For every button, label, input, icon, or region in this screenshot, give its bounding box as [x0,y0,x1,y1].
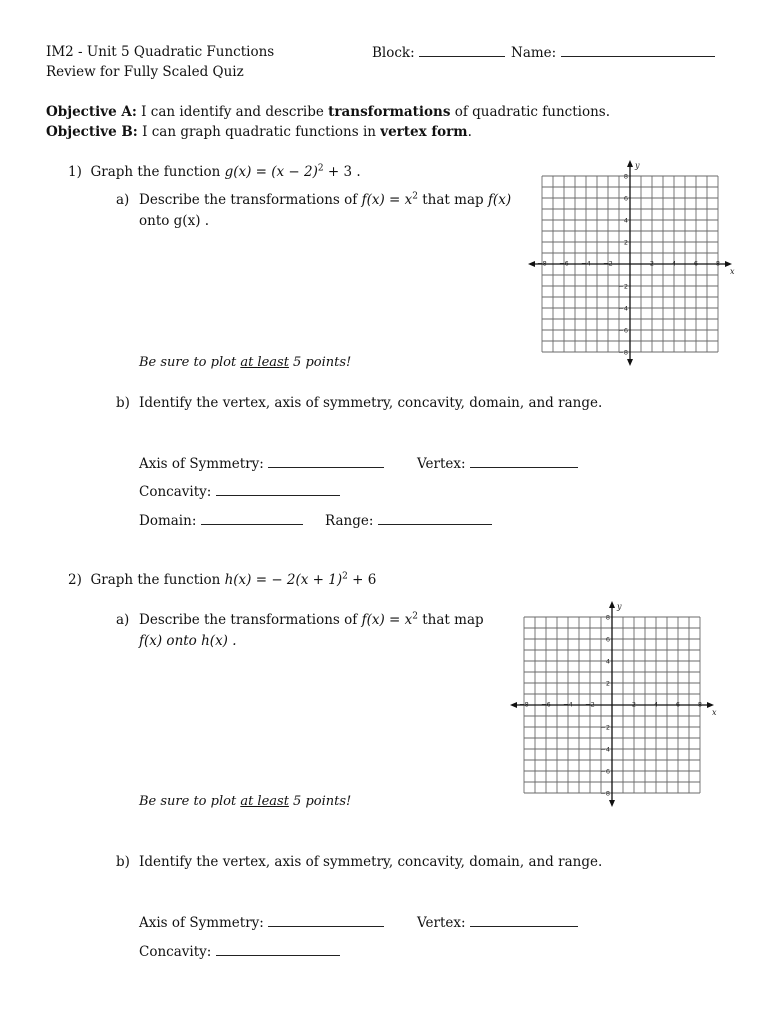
y-axis-arrow-up [609,601,615,608]
name-blank[interactable] [561,44,715,57]
part-a-f-exp: 2 [412,611,418,622]
objective-b-pre: I can graph quadratic functions in [142,124,381,140]
y-tick-label: −4 [618,304,628,313]
y-tick-label: 6 [605,635,610,644]
part-b-letter: b) [116,854,130,870]
objective-a-pre: I can identify and describe [141,104,329,120]
x-tick-label: −6 [541,700,551,709]
part-a-line2: f(x) onto h(x) . [139,633,237,649]
name-label: Name: [511,45,557,61]
part-a-post: that map [417,192,488,208]
concavity-field [139,483,340,500]
part-a-line2: onto g(x) . [139,213,210,229]
problem-2-statement [68,572,376,588]
x-tick-label: 4 [671,259,677,268]
y-axis-label: y [617,602,622,611]
problem-function-exp: 2 [317,163,324,174]
plot-note [139,794,351,809]
problem-function-exp: 2 [342,571,348,582]
objective-a-bold: transformations [328,104,451,120]
y-tick-label: 4 [605,657,610,666]
course-title: IM2 - Unit 5 Quadratic Functions [46,44,275,60]
concavity-label: Concavity: [139,484,212,500]
part-a-letter: a) [116,612,130,628]
concavity-field [139,943,340,960]
domain-blank[interactable] [201,512,303,525]
x-tick-label: −2 [603,259,613,268]
problem-intro: Graph the function [90,164,225,180]
y-tick-label: 2 [605,679,610,688]
objective-b-label: Objective B: [46,124,138,140]
x-tick-label: 8 [715,259,721,268]
part-b-text: Identify the vertex, axis of symmetry, concavity, domain, and range. [139,854,603,870]
x-axis-label: x [712,708,717,717]
y-tick-label: −2 [600,723,610,732]
plot-note-post: 5 points! [288,355,352,370]
problem-number: 2) [68,572,82,588]
plot-note-pre: Be sure to plot [139,355,241,370]
problem-function: g(x) = (x − 2) [224,164,318,180]
part-a-pre: Describe the transformations of [139,192,362,208]
objective-a [46,104,610,120]
x-tick-label: 2 [631,700,637,709]
x-tick-label: 6 [675,700,681,709]
name-field [511,44,715,61]
range-label: Range: [325,513,374,529]
x-tick-label: −8 [519,700,529,709]
part-a-post: that map [417,612,484,628]
objective-b [46,124,472,140]
vertex-blank[interactable] [470,914,578,927]
subtitle: Review for Fully Scaled Quiz [46,64,244,80]
y-axis-arrow-up [627,160,633,167]
vertex-field [417,914,578,931]
block-field [372,44,505,61]
objective-a-label: Objective A: [46,104,137,120]
problem-function: h(x) = − 2(x + 1) [224,572,343,588]
plot-note-post: 5 points! [288,794,352,809]
problem-function-tail: + 3 . [323,164,361,180]
y-tick-label: −8 [600,789,610,798]
y-tick-label: −2 [618,282,628,291]
part-a-f: f(x) = x [361,192,413,208]
problem-number: 1) [68,164,82,180]
y-tick-label: 8 [623,172,628,181]
problem-1-statement [68,164,361,180]
part-b-text: Identify the vertex, axis of symmetry, concavity, domain, and range. [139,395,603,411]
axis-blank[interactable] [268,455,384,468]
problem-function-tail: + 6 [347,572,377,588]
vertex-label: Vertex: [417,915,466,931]
plot-note [139,355,351,370]
objective-b-bold: vertex form [380,124,468,140]
y-tick-label: 8 [605,613,610,622]
x-axis-arrow-left [528,261,535,267]
objective-b-post: . [467,124,472,140]
y-tick-label: −4 [600,745,610,754]
y-tick-label: 6 [623,194,628,203]
vertex-blank[interactable] [470,455,578,468]
x-tick-label: −6 [559,259,569,268]
axis-of-symmetry-field [139,455,384,472]
y-axis-arrow-down [609,800,615,807]
y-tick-label: 4 [623,216,628,225]
axis-label: Axis of Symmetry: [139,456,264,472]
concavity-blank[interactable] [216,483,340,496]
vertex-label: Vertex: [417,456,466,472]
plot-note-underlined: at least [240,355,289,370]
objective-a-post: of quadratic functions. [450,104,610,120]
x-axis-label: x [730,267,735,276]
x-tick-label: 2 [649,259,655,268]
x-tick-label: 4 [653,700,659,709]
y-tick-label: −6 [618,326,628,335]
y-tick-label: −6 [600,767,610,776]
domain-field [139,512,303,529]
y-axis-label: y [635,161,640,170]
coordinate-grid-1[interactable] [526,160,748,366]
domain-label: Domain: [139,513,197,529]
y-tick-label: 2 [623,238,628,247]
x-tick-label: 6 [693,259,699,268]
axis-label: Axis of Symmetry: [139,915,264,931]
y-axis-arrow-down [627,359,633,366]
concavity-blank[interactable] [216,943,340,956]
y-tick-label: −8 [618,348,628,357]
x-axis-arrow-left [510,702,517,708]
part-a-f: f(x) = x [361,612,413,628]
x-tick-label: −4 [563,700,573,709]
range-blank[interactable] [378,512,492,525]
axis-blank[interactable] [268,914,384,927]
x-tick-label: −4 [581,259,591,268]
concavity-label: Concavity: [139,944,212,960]
part-a-line1 [139,612,484,628]
part-b-letter: b) [116,395,130,411]
x-tick-label: 8 [697,700,703,709]
block-label: Block: [372,45,415,61]
range-field [325,512,492,529]
part-a-f-exp: 2 [412,191,418,202]
x-tick-label: −8 [537,259,547,268]
part-a-letter: a) [116,192,130,208]
problem-intro: Graph the function [90,572,225,588]
axis-of-symmetry-field [139,914,384,931]
plot-note-pre: Be sure to plot [139,794,241,809]
part-a-line1 [139,192,511,208]
part-a-pre: Describe the transformations of [139,612,362,628]
block-blank[interactable] [419,44,505,57]
vertex-field [417,455,578,472]
plot-note-underlined: at least [240,794,289,809]
part-a-end: f(x) [487,192,512,208]
coordinate-grid-2[interactable] [508,601,730,807]
x-tick-label: −2 [585,700,595,709]
